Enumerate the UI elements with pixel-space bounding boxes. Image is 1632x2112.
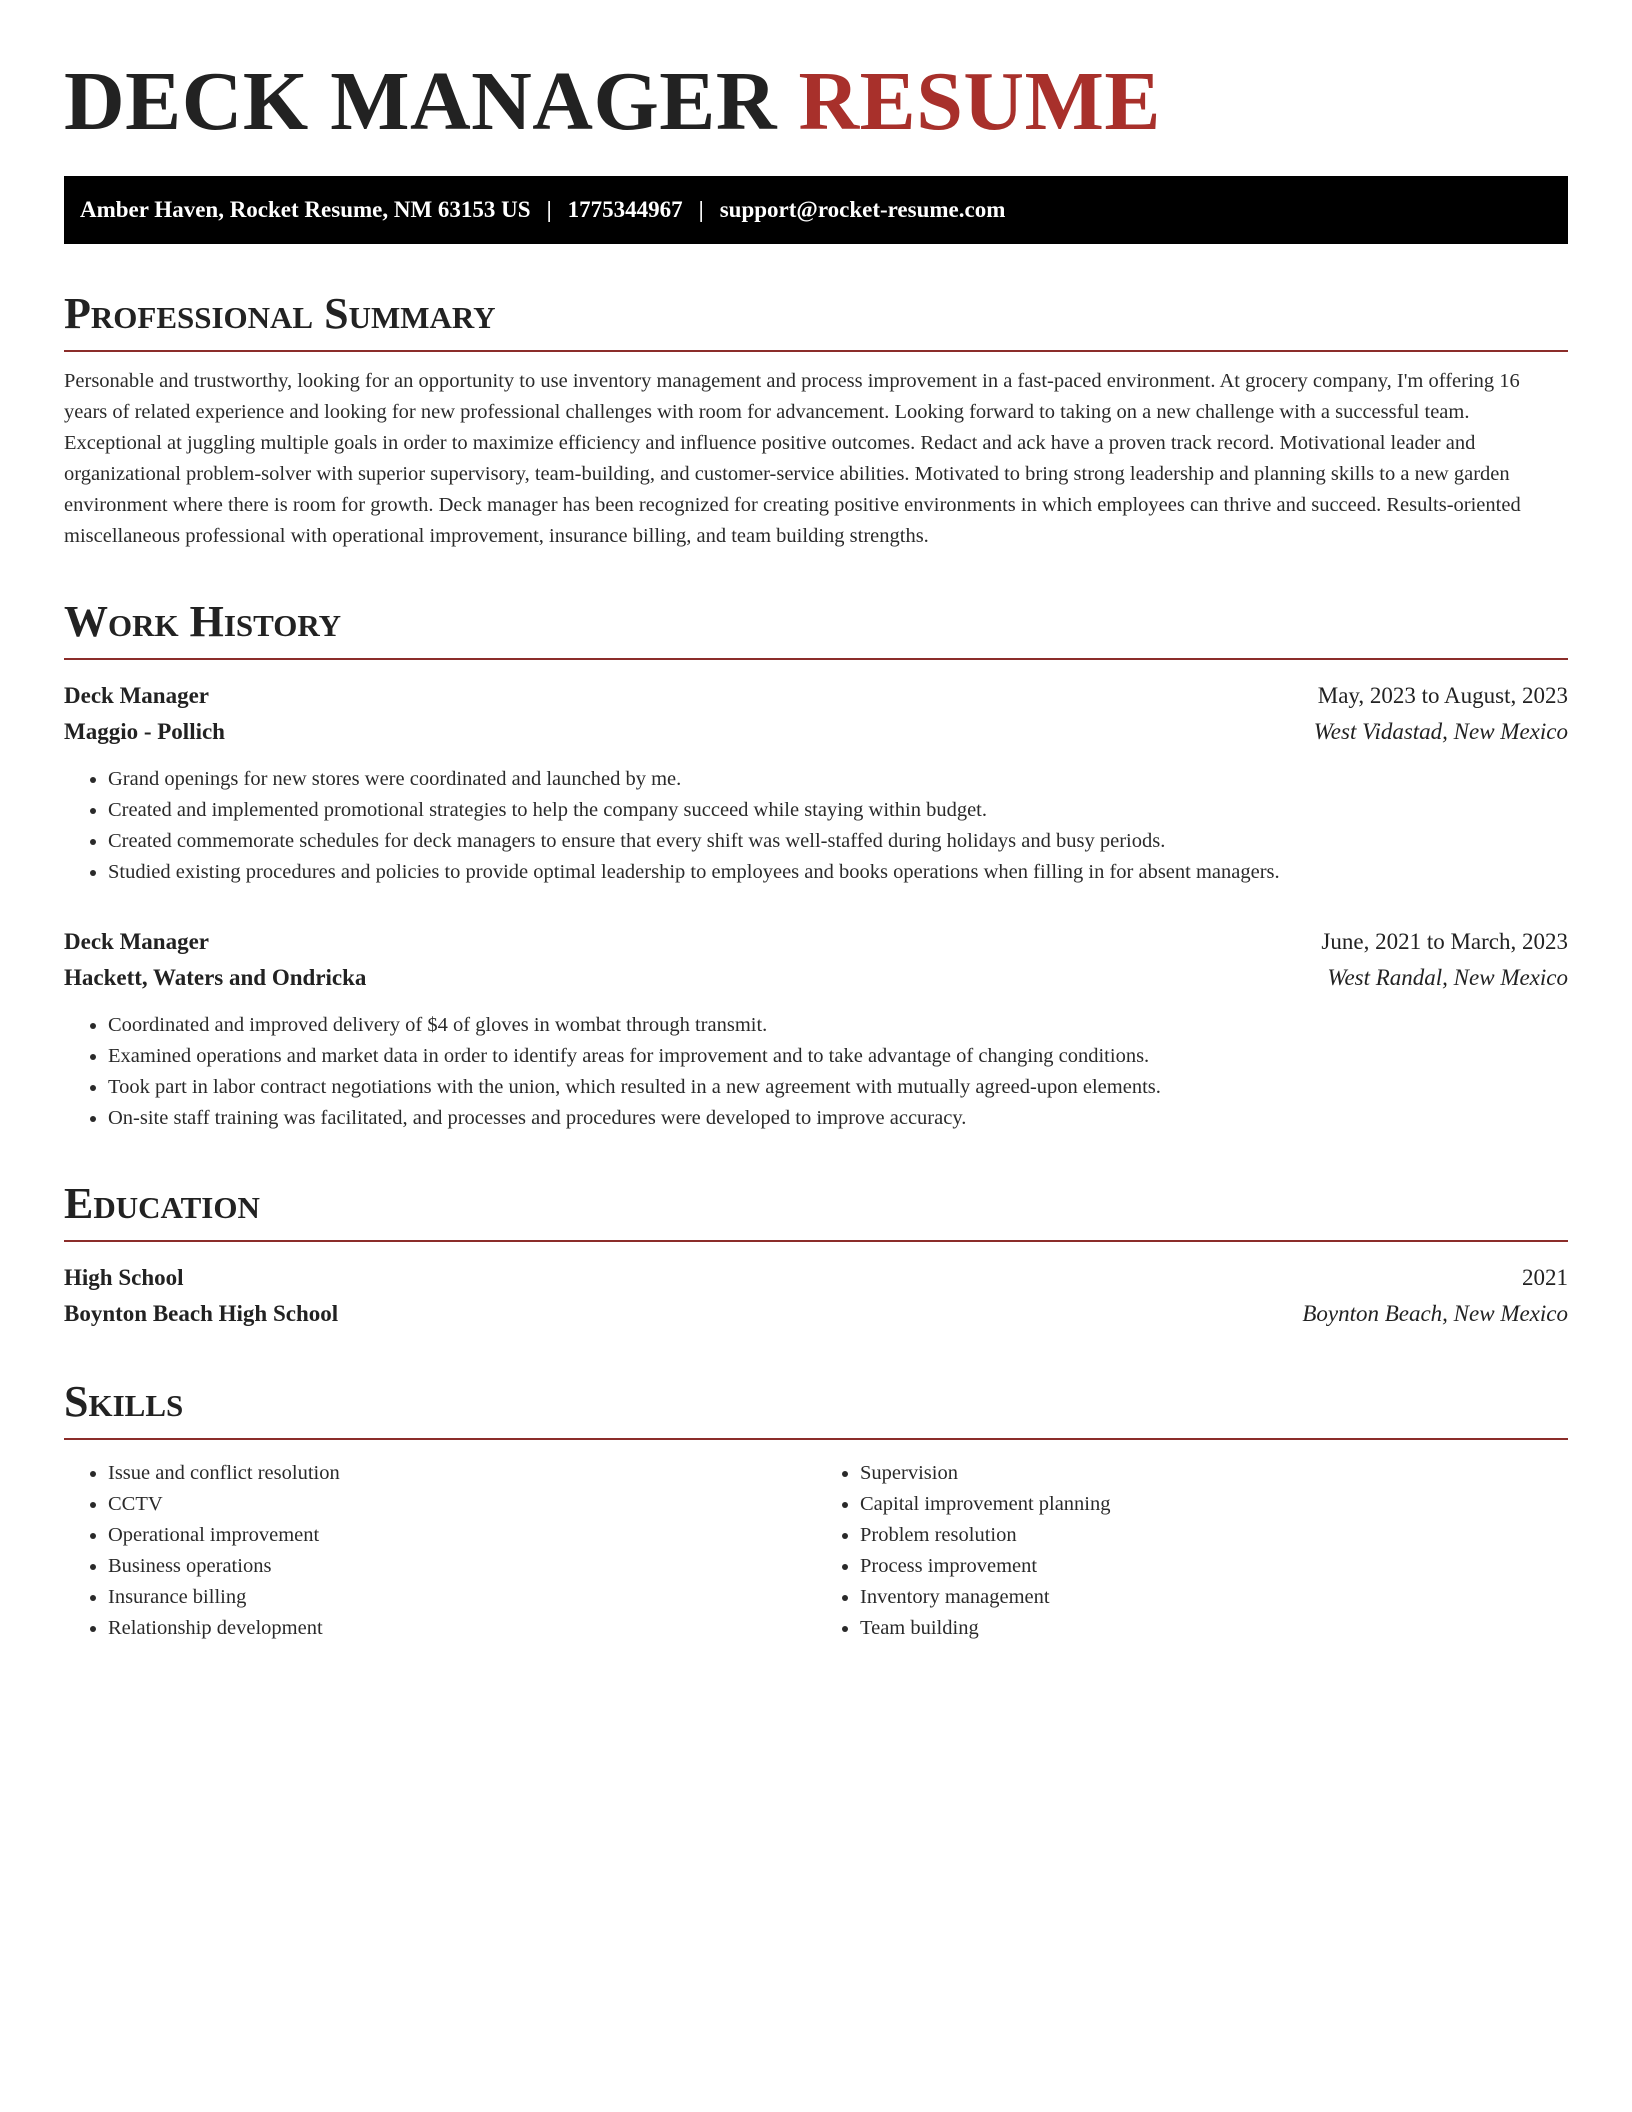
job-title: Deck Manager	[64, 929, 209, 954]
skill-item: • Team building	[860, 1613, 1568, 1644]
job-bullet: • Coordinated and improved delivery of $4 of gloves in wombat through transmit.	[108, 1010, 1568, 1041]
education-degree: High School	[64, 1265, 184, 1290]
title-main: DECK MANAGER	[64, 55, 777, 148]
job-dates: May, 2023 to August, 2023	[1317, 683, 1568, 708]
job-entry	[64, 924, 1568, 1134]
job-bullets	[64, 764, 1568, 888]
skill-item: • Problem resolution	[860, 1520, 1568, 1551]
job-entry	[64, 678, 1568, 888]
work-history-heading: Work History	[64, 596, 1568, 660]
education-degree-row	[64, 1260, 1568, 1296]
job-bullet: • Created and implemented promotional strategies to help the company succeed while staying within budget.	[108, 795, 1568, 826]
skills-section	[64, 1376, 1568, 1644]
job-bullet: • Studied existing procedures and policies to provide optimal leadership to employees and books operations when filling in for absent managers.	[108, 857, 1568, 888]
summary-text: Personable and trustworthy, looking for an opportunity to use inventory management and process improvement in a fast-paced environment. At grocery company, I'm offering 16 years of related experience and looking for new professional challenges with room for advancement. Looking forward to taking on a new challenge with a successful team. Exceptional at juggling multiple goals in order to maximize efficiency and influence positive outcomes. Redact and ack have a proven track record. Motivational leader and organizational problem-solver with superior supervisory, team-building, and customer-service abilities. Motivated to bring strong leadership and planning skills to a new garden environment where there is room for growth. Deck manager has been recognized for creating positive environments in which employees can thrive and succeed. Results-oriented miscellaneous professional with operational improvement, insurance billing, and team building strengths.	[64, 370, 1521, 547]
skill-item: • Inventory management	[860, 1582, 1568, 1613]
skills-columns	[64, 1458, 1568, 1644]
job-location: West Randal, New Mexico	[1327, 965, 1568, 990]
skill-item: • Operational improvement	[108, 1520, 816, 1551]
contact-bar	[64, 176, 1568, 244]
skill-item: • Insurance billing	[108, 1582, 816, 1613]
skill-item: • Business operations	[108, 1551, 816, 1582]
contact-phone: 1775344967	[567, 197, 683, 222]
skill-item: • Issue and conflict resolution	[108, 1458, 816, 1489]
education-section	[64, 1178, 1568, 1332]
job-company-row	[64, 960, 1568, 996]
job-company: Maggio - Pollich	[64, 719, 225, 744]
summary-section	[64, 288, 1568, 552]
education-year: 2021	[1522, 1265, 1568, 1290]
job-bullet: • Grand openings for new stores were coordinated and launched by me.	[108, 764, 1568, 795]
job-location: West Vidastad, New Mexico	[1313, 719, 1568, 744]
job-bullet: • Created commemorate schedules for deck managers to ensure that every shift was well-staffed during holidays and busy periods.	[108, 826, 1568, 857]
job-bullets	[64, 1010, 1568, 1134]
skill-item: • CCTV	[108, 1489, 816, 1520]
job-title-row	[64, 678, 1568, 714]
skills-list-left	[64, 1458, 816, 1644]
summary-heading: Professional Summary	[64, 288, 1568, 352]
skill-item: • Process improvement	[860, 1551, 1568, 1582]
education-heading: Education	[64, 1178, 1568, 1242]
skills-heading: Skills	[64, 1376, 1568, 1440]
skill-item: • Capital improvement planning	[860, 1489, 1568, 1520]
contact-separator: |	[546, 197, 552, 222]
education-entry	[64, 1260, 1568, 1332]
contact-separator: |	[698, 197, 704, 222]
skills-list-right	[816, 1458, 1568, 1644]
page-title	[64, 56, 1568, 148]
education-school: Boynton Beach High School	[64, 1301, 339, 1326]
contact-address: Amber Haven, Rocket Resume, NM 63153 US	[80, 197, 531, 222]
job-company-row	[64, 714, 1568, 750]
job-title: Deck Manager	[64, 683, 209, 708]
job-bullet: • Examined operations and market data in order to identify areas for improvement and to take advantage of changing conditions.	[108, 1041, 1568, 1072]
job-bullet: • Took part in labor contract negotiations with the union, which resulted in a new agreement with mutually agreed-upon elements.	[108, 1072, 1568, 1103]
job-dates: June, 2021 to March, 2023	[1321, 929, 1568, 954]
job-bullet: • On-site staff training was facilitated, and processes and procedures were developed to improve accuracy.	[108, 1103, 1568, 1134]
title-accent: RESUME	[798, 55, 1161, 148]
skill-item: • Supervision	[860, 1458, 1568, 1489]
skill-item: • Relationship development	[108, 1613, 816, 1644]
education-school-row	[64, 1296, 1568, 1332]
job-company: Hackett, Waters and Ondricka	[64, 965, 367, 990]
contact-email: support@rocket-resume.com	[719, 197, 1006, 222]
education-location: Boynton Beach, New Mexico	[1302, 1301, 1568, 1326]
job-title-row	[64, 924, 1568, 960]
work-history-section	[64, 596, 1568, 1134]
